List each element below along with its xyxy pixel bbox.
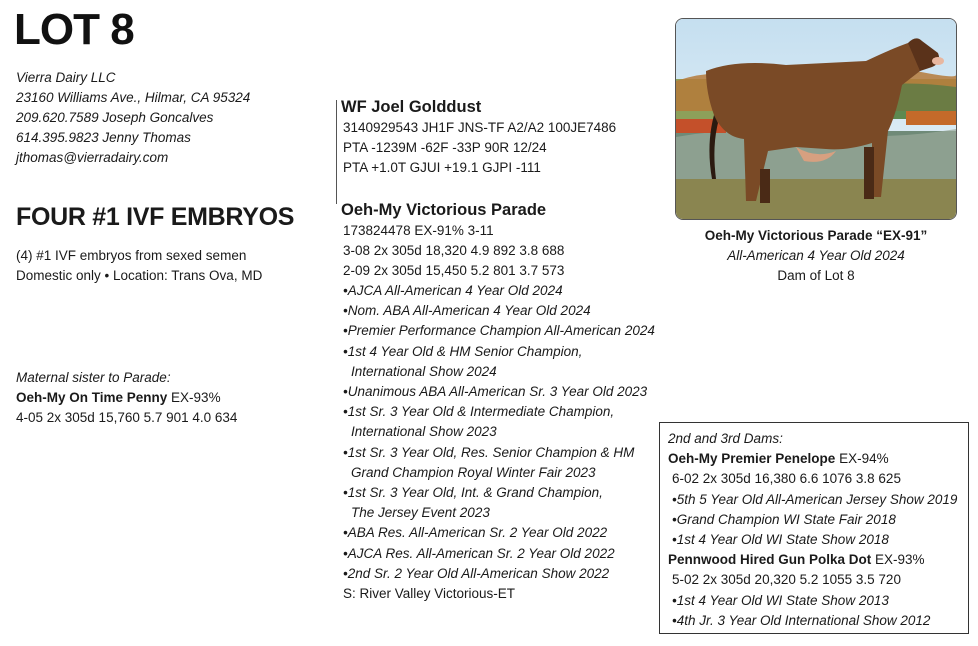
dam2-achievement: •Grand Champion WI State Fair 2018 <box>672 511 896 527</box>
sire-line-2: PTA -1239M -62F -33P 90R 12/24 <box>343 140 547 155</box>
seller-email: jthomas@vierradairy.com <box>16 150 169 165</box>
dam3-name-line <box>668 550 960 570</box>
dam-achievement: •Nom. ABA All-American 4 Year Old 2024 <box>343 303 591 319</box>
offering-description <box>16 246 262 286</box>
dam3-record: 5-02 2x 305d 20,320 5.2 1055 3.5 720 <box>672 572 901 588</box>
dam2-name: Oeh-My Premier Penelope <box>668 451 836 467</box>
dam-sire: S: River Valley Victorious-ET <box>343 586 516 602</box>
dams-box <box>659 422 969 634</box>
dams-heading: 2nd and 3rd Dams: <box>668 431 783 446</box>
seller-address: 23160 Williams Ave., Hilmar, CA 95324 <box>16 90 251 105</box>
offering-desc-1: (4) #1 IVF embryos from sexed semen <box>16 248 247 263</box>
sire-line-1: 3140929543 JH1F JNS-TF A2/A2 100JE7486 <box>343 120 617 135</box>
sister-intro: Maternal sister to Parade: <box>16 370 171 385</box>
caption-title: All-American 4 Year Old 2024 <box>727 248 905 263</box>
dam-achievement: •1st 4 Year Old & HM Senior Champion, <box>343 343 583 359</box>
dam3-name: Pennwood Hired Gun Polka Dot <box>668 552 872 568</box>
offering-title: FOUR #1 IVF EMBRYOS <box>16 203 295 231</box>
sire-line-3: PTA +1.0T GJUI +19.1 GJPI -111 <box>343 160 541 175</box>
dam3-score: EX-93% <box>871 552 925 568</box>
dam-achievement: The Jersey Event 2023 <box>351 505 490 521</box>
caption-name: Oeh-My Victorious Parade “EX-91” <box>704 228 928 243</box>
seller-phone-1: 209.620.7589 Joseph Goncalves <box>16 110 214 125</box>
dam-achievement: •Premier Performance Champion All-American 2024 <box>343 323 655 339</box>
seller-name: Vierra Dairy LLC <box>16 70 116 85</box>
sister-score: EX-93% <box>167 390 221 405</box>
dam-achievement: •2nd Sr. 2 Year Old All-American Show 2022 <box>343 565 610 581</box>
offering-desc-2: Domestic only • Location: Trans Ova, MD <box>16 268 263 283</box>
dam-name: Oeh-My Victorious Parade <box>341 201 547 219</box>
maternal-sister <box>16 368 237 428</box>
sire-block <box>341 96 616 178</box>
dam-achievement: •1st Sr. 3 Year Old, Int. & Grand Champion, <box>343 485 603 501</box>
dam-achievement: International Show 2024 <box>351 363 497 379</box>
dam2-achievement: •1st 4 Year Old WI State Show 2018 <box>672 532 889 548</box>
dam-achievement: •1st Sr. 3 Year Old, Res. Senior Champion & HM <box>343 444 635 460</box>
caption-note: Dam of Lot 8 <box>777 268 855 283</box>
lot-title: LOT 8 <box>14 5 134 54</box>
cow-photo <box>675 18 957 220</box>
photo-caption <box>675 226 957 286</box>
dam2-name-line <box>668 449 960 469</box>
dam-block <box>341 199 655 604</box>
dam-achievement: Grand Champion Royal Winter Fair 2023 <box>351 464 596 480</box>
dam-reg: 173824478 EX-91% 3-11 <box>343 223 494 238</box>
dam-achievement: •Unanimous ABA All-American Sr. 3 Year Old 2023 <box>343 384 648 400</box>
sire-name: WF Joel Golddust <box>341 98 482 116</box>
sister-name-line <box>16 388 237 408</box>
sister-record: 4-05 2x 305d 15,760 5.7 901 4.0 634 <box>16 410 238 425</box>
dam-achievement: •1st Sr. 3 Year Old & Intermediate Champion, <box>343 404 615 420</box>
dam-achievement: •AJCA All-American 4 Year Old 2024 <box>343 283 563 298</box>
sister-name: Oeh-My On Time Penny <box>16 390 168 405</box>
dam3-achievement: •4th Jr. 3 Year Old International Show 2012 <box>672 612 931 628</box>
dam-achievement: •ABA Res. All-American Sr. 2 Year Old 2022 <box>343 525 608 541</box>
dam-achievement: •AJCA Res. All-American Sr. 2 Year Old 2022 <box>343 545 615 561</box>
cow-photo-illustration <box>676 19 956 219</box>
dam3-achievement: •1st 4 Year Old WI State Show 2013 <box>672 592 889 608</box>
dam-record-2: 2-09 2x 305d 15,450 5.2 801 3.7 573 <box>343 263 565 278</box>
dam-achievement: International Show 2023 <box>351 424 497 440</box>
dam2-record: 6-02 2x 305d 16,380 6.6 1076 3.8 625 <box>672 471 901 487</box>
dam2-achievement: •5th 5 Year Old All-American Jersey Show 2019 <box>672 491 958 507</box>
dam2-score: EX-94% <box>835 451 889 467</box>
divider <box>336 100 337 204</box>
seller-phone-2: 614.395.9823 Jenny Thomas <box>16 130 191 145</box>
dam-record-1: 3-08 2x 305d 18,320 4.9 892 3.8 688 <box>343 243 565 258</box>
seller-info <box>16 68 250 168</box>
